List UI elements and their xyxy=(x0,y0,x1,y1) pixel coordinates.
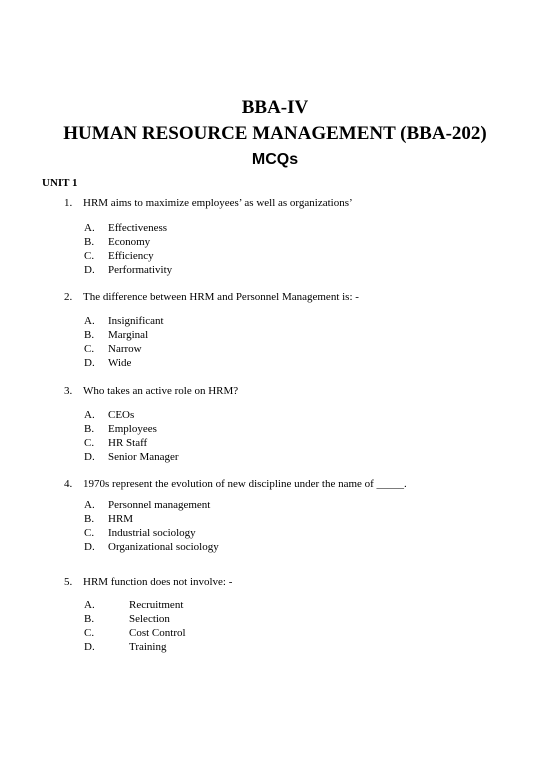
option-text: Training xyxy=(129,641,167,653)
option-text: Wide xyxy=(108,357,132,369)
option-letter: B. xyxy=(84,236,95,248)
option-text: Recruitment xyxy=(129,599,184,611)
unit-heading: UNIT 1 xyxy=(42,177,78,189)
option-letter: D. xyxy=(84,451,95,463)
question-text: Who takes an active role on HRM? xyxy=(83,385,239,397)
subject-title: HUMAN RESOURCE MANAGEMENT (BBA-202) xyxy=(63,123,487,144)
question-number: 3. xyxy=(64,385,73,397)
option-text: Effectiveness xyxy=(108,222,168,234)
option-letter: D. xyxy=(84,357,95,369)
question-number: 5. xyxy=(64,576,73,588)
question-number: 4. xyxy=(64,478,73,490)
mcq-heading: MCQs xyxy=(251,151,299,168)
option-letter: A. xyxy=(84,499,95,511)
option-text: Employees xyxy=(108,423,157,435)
question-text: HRM aims to maximize employees’ as well as organizations’ xyxy=(83,197,353,209)
option-letter: A. xyxy=(84,315,95,327)
option-text: Marginal xyxy=(108,329,149,341)
option-letter: B. xyxy=(84,423,95,435)
option-letter: A. xyxy=(84,222,95,234)
option-text: Industrial sociology xyxy=(108,527,196,539)
option-letter: C. xyxy=(84,527,95,539)
option-letter: A. xyxy=(84,409,95,421)
option-letter: B. xyxy=(84,329,95,341)
question-text: HRM function does not involve: - xyxy=(83,576,233,588)
option-letter: C. xyxy=(84,343,95,355)
option-text: CEOs xyxy=(108,409,135,421)
option-letter: D. xyxy=(84,641,95,653)
option-letter: C. xyxy=(84,250,95,262)
question-number: 1. xyxy=(64,197,73,209)
option-text: Insignificant xyxy=(108,315,164,327)
option-text: Cost Control xyxy=(129,627,186,639)
option-letter: B. xyxy=(84,613,95,625)
option-letter: D. xyxy=(84,541,95,553)
question-text: 1970s represent the evolution of new discipline under the name of _____. xyxy=(83,478,407,490)
question-number: 2. xyxy=(64,291,73,303)
option-text: Economy xyxy=(108,236,151,248)
option-text: Performativity xyxy=(108,264,173,276)
option-text: Narrow xyxy=(108,343,142,355)
option-text: Organizational sociology xyxy=(108,541,219,553)
option-text: Senior Manager xyxy=(108,451,179,463)
option-letter: C. xyxy=(84,437,95,449)
option-letter: D. xyxy=(84,264,95,276)
option-text: Selection xyxy=(129,613,170,625)
option-letter: C. xyxy=(84,627,95,639)
option-text: HRM xyxy=(108,513,134,525)
course-title: BBA-IV xyxy=(241,97,309,118)
option-text: HR Staff xyxy=(108,437,148,449)
option-letter: B. xyxy=(84,513,95,525)
option-letter: A. xyxy=(84,599,95,611)
option-text: Efficiency xyxy=(108,250,154,262)
option-text: Personnel management xyxy=(108,499,211,511)
question-text: The difference between HRM and Personnel Management is: - xyxy=(83,291,359,303)
